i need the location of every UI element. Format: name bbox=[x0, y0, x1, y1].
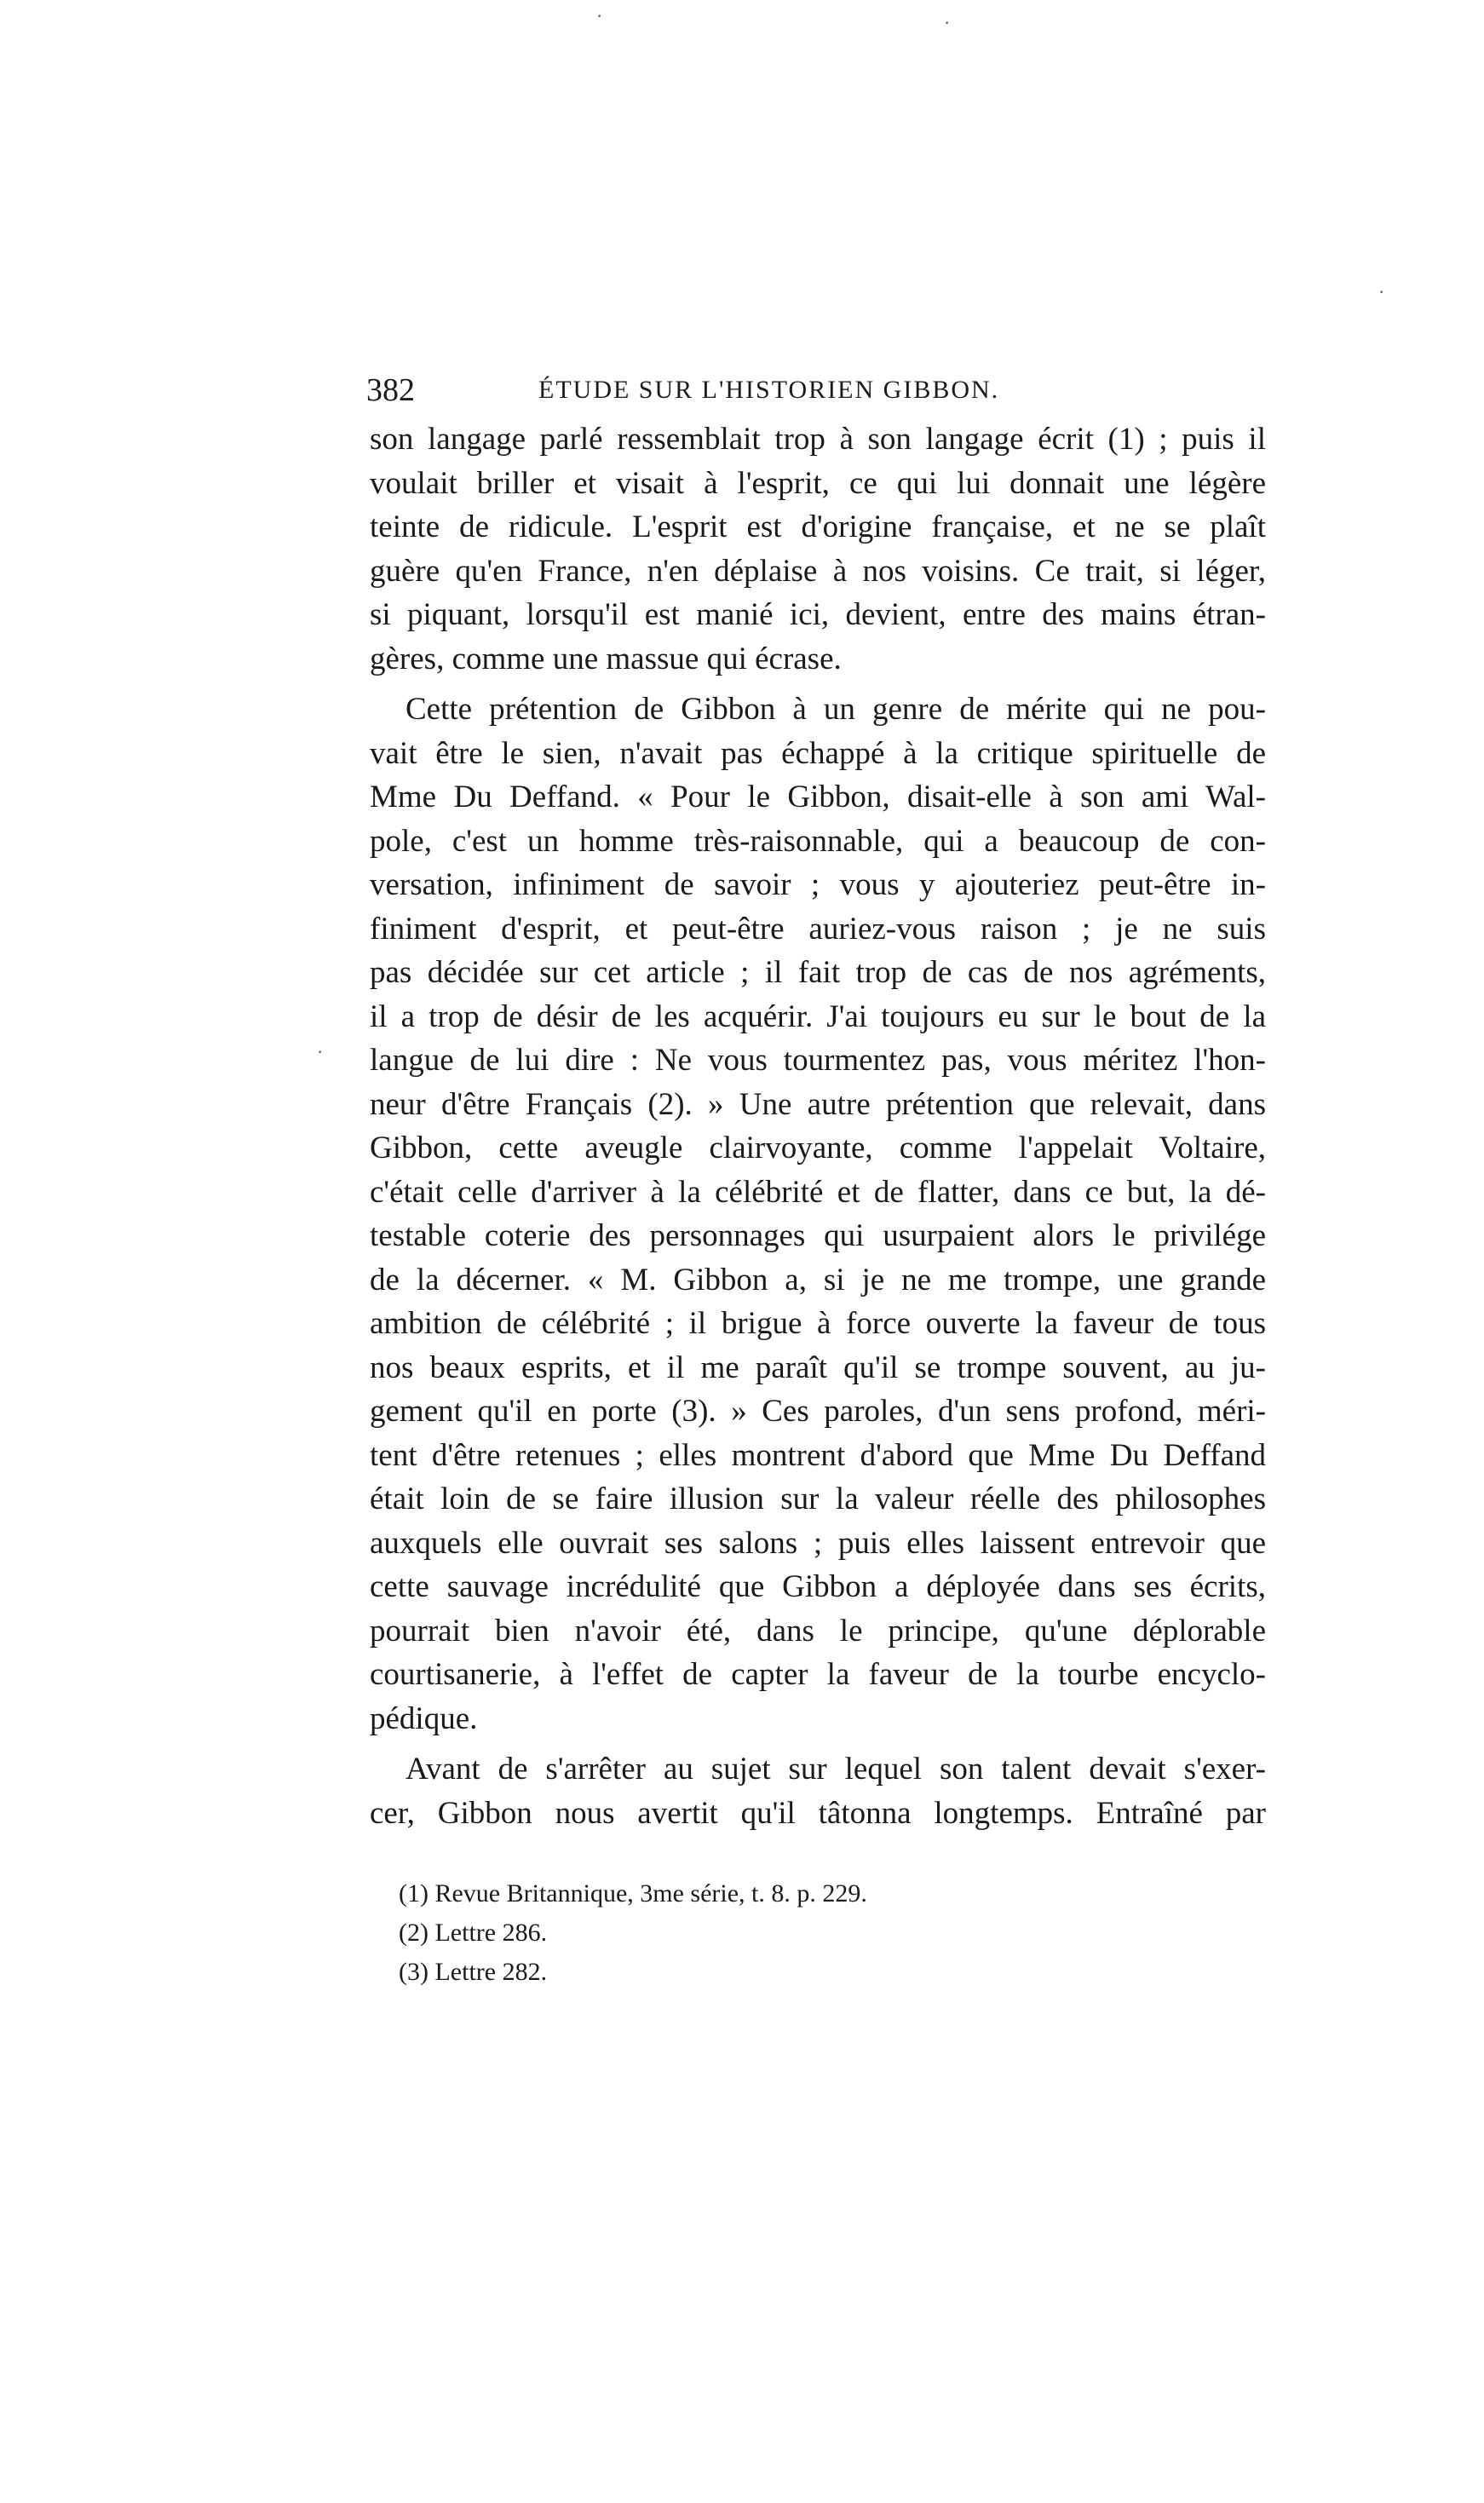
body-text bbox=[370, 417, 1266, 1835]
text-line: finiment d'esprit, et peut-être auriez-vous raison ; je ne suis bbox=[370, 911, 1266, 947]
scan-speck: · bbox=[1378, 281, 1385, 302]
text-line: tent d'être retenues ; elles montrent d'abord que Mme Du Deffand bbox=[370, 1437, 1266, 1473]
paragraph-start-line: Cette prétention de Gibbon à un genre de mérite qui ne pou- bbox=[406, 692, 1266, 727]
text-line: si piquant, lorsqu'il est manié ici, devient, entre des mains étran- bbox=[370, 597, 1266, 632]
text-line: nos beaux esprits, et il me paraît qu'il se trompe souvent, au ju- bbox=[370, 1349, 1266, 1385]
text-line: auxquels elle ouvrait ses salons ; puis elles laissent entrevoir que bbox=[370, 1525, 1266, 1561]
page-header bbox=[366, 365, 1278, 416]
text-line: de la décerner. « M. Gibbon a, si je ne me trompe, une grande bbox=[370, 1262, 1266, 1298]
text-line: cer, Gibbon nous avertit qu'il tâtonna longtemps. Entraîné par bbox=[370, 1795, 1266, 1831]
page-number: 382 bbox=[366, 372, 415, 408]
text-line: teinte de ridicule. L'esprit est d'origine française, et ne se plaît bbox=[370, 509, 1266, 544]
text-line: pédique. bbox=[370, 1700, 478, 1736]
running-title: ÉTUDE SUR L'HISTORIEN GIBBON. bbox=[538, 376, 1000, 404]
footnote: (2) Lettre 286. bbox=[399, 1919, 548, 1947]
text-line: son langage parlé ressemblait trop à son langage écrit (1) ; puis il bbox=[370, 422, 1266, 457]
text-line: Mme Du Deffand. « Pour le Gibbon, disait-elle à son ami Wal- bbox=[370, 780, 1266, 814]
footnotes bbox=[399, 1874, 1080, 1992]
text-line: gères, comme une massue qui écrase. bbox=[370, 641, 842, 676]
text-line: vait être le sien, n'avait pas échappé à la critique spirituelle de bbox=[370, 735, 1266, 771]
text-line: il a trop de désir de les acquérir. J'ai toujours eu sur le bout de la bbox=[370, 998, 1266, 1034]
text-line: Gibbon, cette aveugle clairvoyante, comme l'appelait Voltaire, bbox=[370, 1131, 1266, 1165]
text-line: neur d'être Français (2). » Une autre prétention que relevait, dans bbox=[370, 1086, 1266, 1122]
scan-speck: · bbox=[596, 5, 603, 26]
text-line: était loin de se faire illusion sur la valeur réelle des philosophes bbox=[370, 1482, 1266, 1516]
scan-speck: · bbox=[944, 12, 951, 33]
scan-speck: · bbox=[317, 1041, 324, 1062]
footnote: (3) Lettre 282. bbox=[399, 1958, 548, 1986]
text-line: voulait briller et visait à l'esprit, ce qui lui donnait une légère bbox=[370, 465, 1266, 501]
text-line: langue de lui dire : Ne vous tourmentez pas, vous méritez l'hon- bbox=[370, 1043, 1266, 1078]
text-line: pole, c'est un homme très-raisonnable, qui a beaucoup de con- bbox=[370, 823, 1266, 859]
text-line: versation, infiniment de savoir ; vous y ajouteriez peut-être in- bbox=[370, 867, 1266, 902]
text-line: pourrait bien n'avoir été, dans le principe, qu'une déplorable bbox=[370, 1613, 1266, 1649]
text-line: guère qu'en France, n'en déplaise à nos voisins. Ce trait, si léger, bbox=[370, 553, 1266, 589]
paragraph-start-line: Avant de s'arrêter au sujet sur lequel son talent devait s'exer- bbox=[406, 1752, 1266, 1787]
text-line: gement qu'il en porte (3). » Ces paroles, d'un sens profond, méri- bbox=[370, 1394, 1266, 1429]
text-line: testable coterie des personnages qui usurpaient alors le privilége bbox=[370, 1218, 1266, 1253]
text-line: c'était celle d'arriver à la célébrité et de flatter, dans ce but, la dé- bbox=[370, 1174, 1266, 1210]
text-line: ambition de célébrité ; il brigue à force ouverte la faveur de tous bbox=[370, 1306, 1266, 1341]
text-line: pas décidée sur cet article ; il fait trop de cas de nos agréments, bbox=[370, 955, 1266, 990]
text-line: courtisanerie, à l'effet de capter la faveur de la tourbe encyclo- bbox=[370, 1657, 1266, 1692]
text-line: cette sauvage incrédulité que Gibbon a déployée dans ses écrits, bbox=[370, 1569, 1266, 1604]
footnote: (1) Revue Britannique, 3me série, t. 8. p. 229. bbox=[399, 1879, 867, 1907]
